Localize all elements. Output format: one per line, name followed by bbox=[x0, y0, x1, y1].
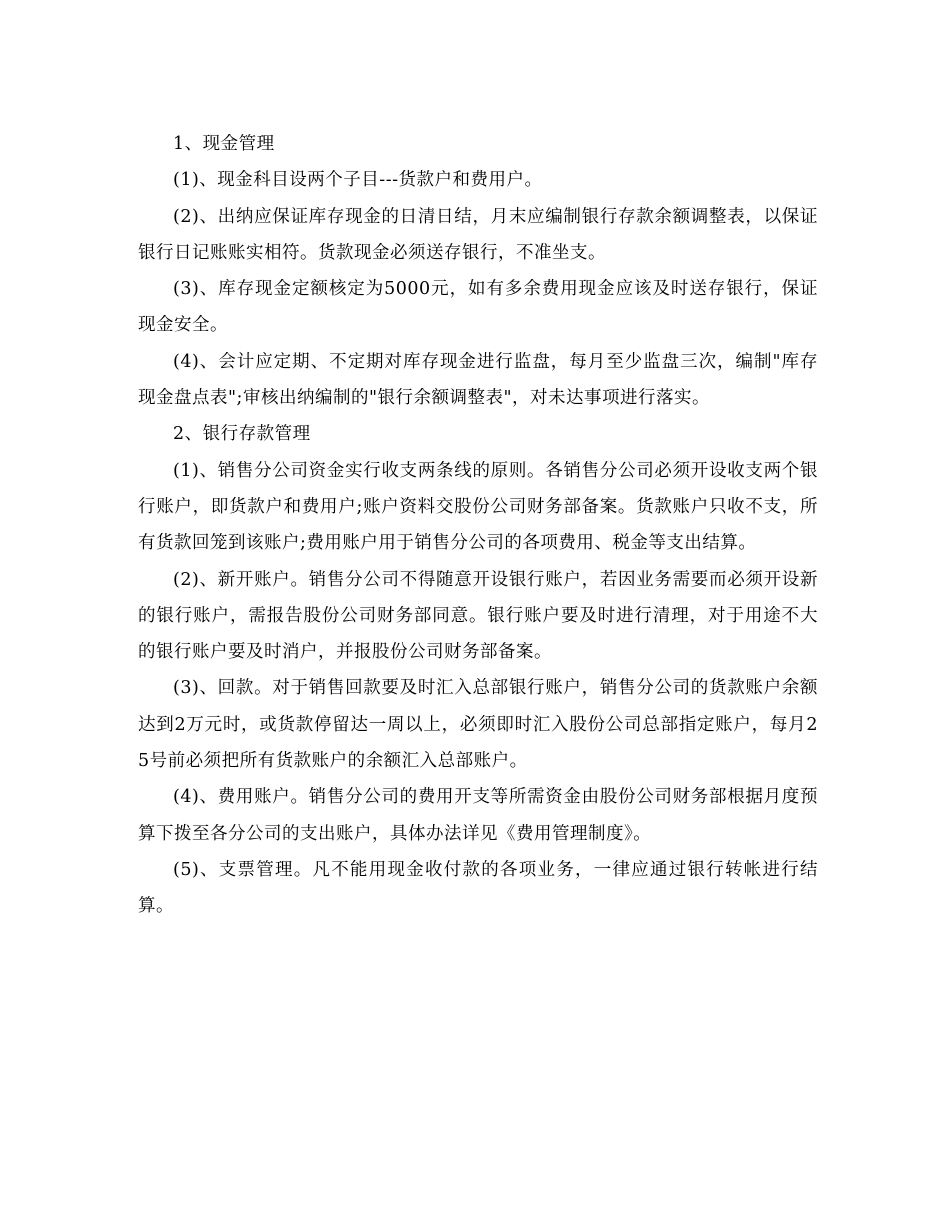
paragraph-bank-1: (1)、销售分公司资金实行收支两条线的原则。各销售分公司必须开设收支两个银行账户，即货款户和费用户;账户资料交股份公司财务部备案。货款账户只收不支，所有货款回笼到该账户;费用账户用于销售分公司的各项费用、税金等支出结算。 bbox=[138, 460, 818, 554]
paragraph-cash-2: (2)、出纳应保证库存现金的日清日结，月末应编制银行存款余额调整表，以保证银行日记账账实相符。货款现金必须送存银行，不准坐支。 bbox=[138, 206, 818, 263]
document-body bbox=[138, 126, 818, 925]
paragraph-cash-4: (4)、会计应定期、不定期对库存现金进行监盘，每月至少监盘三次，编制"库存现金盘点表";审核出纳编制的"银行余额调整表"，对未达事项进行落实。 bbox=[138, 351, 818, 409]
section-heading-cash: 1、现金管理 bbox=[173, 134, 275, 154]
paragraph-bank-2: (2)、新开账户。销售分公司不得随意开设银行账户，若因业务需要而必须开设新的银行账户，需报告股份公司财务部同意。银行账户要及时进行清理，对于用途不大的银行账户要及时消户，并报股份公司财务部备案。 bbox=[138, 569, 818, 663]
paragraph-bank-3: (3)、回款。对于销售回款要及时汇入总部银行账户，销售分公司的货款账户余额达到2万元时，或货款停留达一周以上，必须即时汇入股份公司总部指定账户，每月25号前必须把所有货款账户的余额汇入总部账户。 bbox=[138, 678, 818, 772]
paragraph-cash-1: (1)、现金科目设两个子目---货款户和费用户。 bbox=[173, 170, 543, 191]
section-heading-bank: 2、银行存款管理 bbox=[173, 424, 311, 445]
paragraph-cash-3: (3)、库存现金定额核定为5000元，如有多余费用现金应该及时送存银行，保证现金安全。 bbox=[138, 279, 818, 336]
paragraph-bank-4: (4)、费用账户。销售分公司的费用开支等所需资金由股份公司财务部根据月度预算下拨至各分公司的支出账户，具体办法详见《费用管理制度》。 bbox=[138, 787, 818, 844]
paragraph-bank-5: (5)、支票管理。凡不能用现金收付款的各项业务，一律应通过银行转帐进行结算。 bbox=[138, 859, 818, 917]
